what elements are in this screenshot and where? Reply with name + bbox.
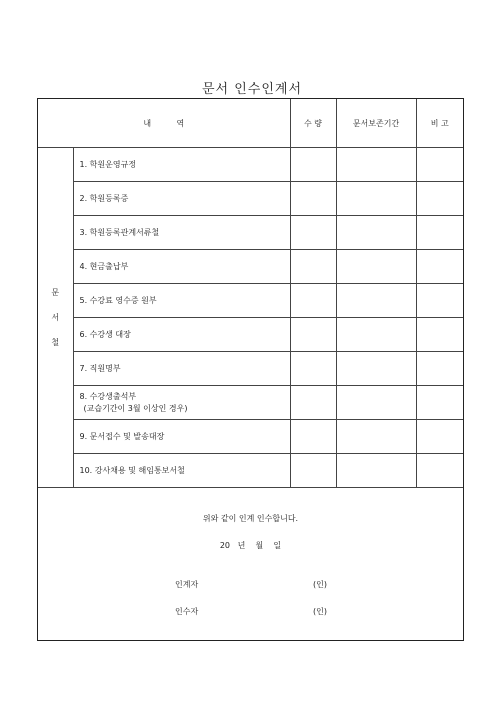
retention-cell[interactable]: [336, 352, 416, 386]
remarks-cell[interactable]: [416, 386, 463, 420]
table-row: [38, 216, 463, 250]
quantity-cell[interactable]: [290, 216, 336, 250]
header-remarks: 비 고: [416, 99, 463, 148]
item-label-sub: (교습기간이 3월 이상인 경우): [83, 403, 188, 413]
item-label: 9. 문서접수 및 발송대장: [73, 420, 290, 454]
takeover-seal[interactable]: (인): [313, 607, 327, 616]
table-row: [38, 284, 463, 318]
quantity-cell[interactable]: [290, 318, 336, 352]
table-row: [38, 420, 463, 454]
item-label: 1. 학원운영규정: [73, 148, 290, 182]
item-label: 3. 학원등록관계서류철: [73, 216, 290, 250]
retention-cell[interactable]: [336, 284, 416, 318]
header-retention-period: 문서보존기간: [336, 99, 416, 148]
header-description: 내 역: [38, 99, 290, 148]
quantity-cell[interactable]: [290, 250, 336, 284]
table-row: [38, 318, 463, 352]
remarks-cell[interactable]: [416, 250, 463, 284]
document-title: 문서 인수인계서: [201, 82, 303, 97]
table-row: [38, 352, 463, 386]
remarks-cell[interactable]: [416, 216, 463, 250]
takeover-person-label: 인수자: [175, 607, 199, 616]
item-label: 2. 학원등록증: [73, 182, 290, 216]
category-char: 철: [51, 338, 60, 347]
retention-cell[interactable]: [336, 148, 416, 182]
item-label: 4. 현금출납부: [73, 250, 290, 284]
remarks-cell[interactable]: [416, 352, 463, 386]
quantity-cell[interactable]: [290, 182, 336, 216]
remarks-cell[interactable]: [416, 182, 463, 216]
table-row: [38, 182, 463, 216]
table-row: [38, 250, 463, 284]
retention-cell[interactable]: [336, 216, 416, 250]
item-label: 7. 직원명부: [73, 352, 290, 386]
retention-cell[interactable]: [336, 318, 416, 352]
retention-cell[interactable]: [336, 250, 416, 284]
retention-cell[interactable]: [336, 386, 416, 420]
quantity-cell[interactable]: [290, 148, 336, 182]
header-quantity: 수 량: [290, 99, 336, 148]
quantity-cell[interactable]: [290, 386, 336, 420]
quantity-cell[interactable]: [290, 420, 336, 454]
retention-cell[interactable]: [336, 454, 416, 488]
remarks-cell[interactable]: [416, 148, 463, 182]
category-cell: [38, 148, 73, 488]
handover-person-label: 인계자: [175, 580, 199, 589]
remarks-cell[interactable]: [416, 454, 463, 488]
handover-statement: 위와 같이 인계 인수합니다.: [202, 514, 299, 523]
item-label-main: 8. 수강생출석부: [79, 391, 137, 401]
item-label: 10. 강사채용 및 해임통보서철: [73, 454, 290, 488]
item-label: 5. 수강료 영수증 원부: [73, 284, 290, 318]
table-row: [38, 386, 463, 420]
table-header-row: [38, 99, 463, 148]
handover-seal[interactable]: (인): [313, 580, 327, 589]
quantity-cell[interactable]: [290, 352, 336, 386]
signature-section: [38, 487, 463, 641]
remarks-cell[interactable]: [416, 318, 463, 352]
item-label: 6. 수강생 대장: [73, 318, 290, 352]
category-char: 문: [51, 288, 60, 297]
form-frame: [37, 98, 464, 641]
inventory-table: [38, 99, 463, 488]
date-line: 20 년 월 일: [219, 541, 282, 550]
table-row: [38, 454, 463, 488]
retention-cell[interactable]: [336, 420, 416, 454]
remarks-cell[interactable]: [416, 284, 463, 318]
item-label: [73, 386, 290, 420]
table-row: [38, 148, 463, 182]
retention-cell[interactable]: [336, 182, 416, 216]
quantity-cell[interactable]: [290, 454, 336, 488]
quantity-cell[interactable]: [290, 284, 336, 318]
category-char: 서: [51, 313, 60, 322]
remarks-cell[interactable]: [416, 420, 463, 454]
